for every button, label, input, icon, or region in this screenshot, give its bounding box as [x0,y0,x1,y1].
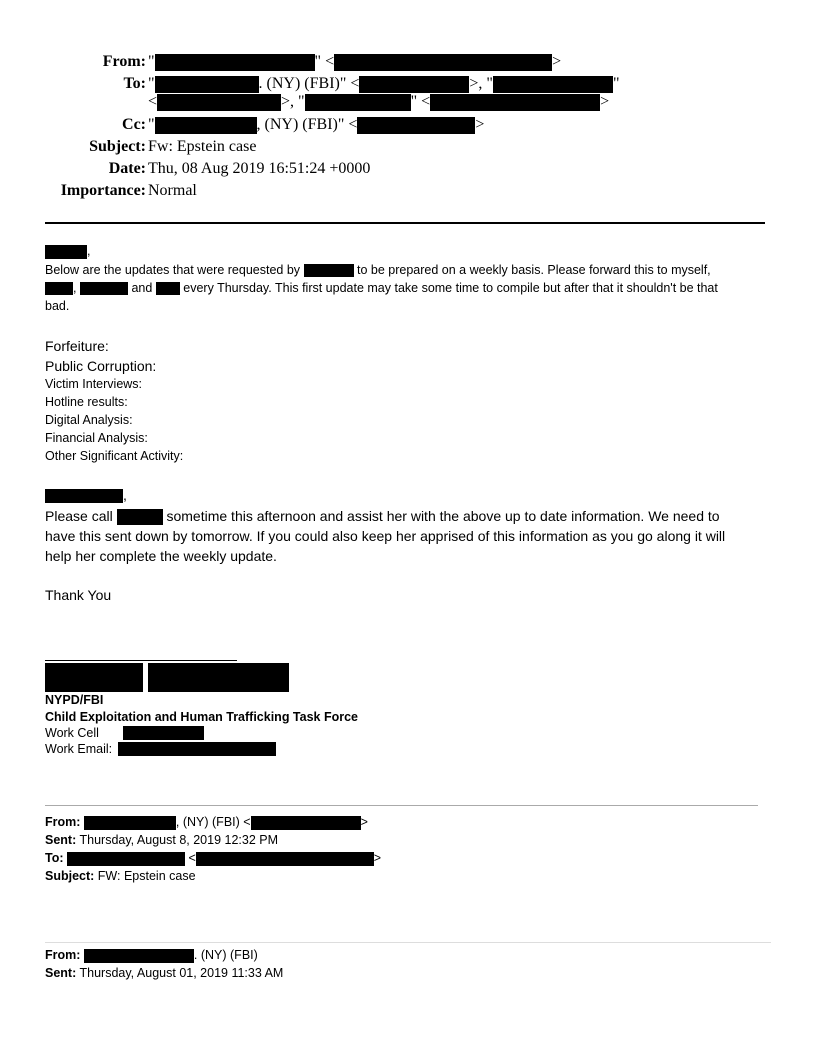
redaction-block [155,54,315,71]
fwd2-sent-value: Thursday, August 01, 2019 11:33 AM [79,966,284,980]
fwd1-from-suffix: , (NY) (FBI) < [175,815,251,829]
topic-other-activity: Other Significant Activity: [45,449,184,463]
closing-thanks: Thank You [45,587,112,603]
to-suffix: . (NY) (FBI)" < [258,75,360,92]
work-cell-label: Work Cell [45,726,99,740]
para2-line1 [45,508,720,525]
redaction-block [430,94,600,111]
redaction-block [334,54,552,71]
redaction-block [117,509,163,525]
topic-financial-analysis: Financial Analysis: [45,431,148,445]
redaction-block [45,489,123,503]
to-value-line1: " . (NY) (FBI)" < >, " " [148,75,620,92]
redaction-block [45,663,143,692]
cc-label: Cc: [122,116,146,133]
from-label: From: [102,53,146,70]
to-value-line2: < >, " " < > [148,93,610,110]
date-value: Thu, 08 Aug 2019 16:51:24 +0000 [148,160,371,177]
para1-line2: , and every Thursday. This first update may take some time to compile but after that it shouldn't be that [45,281,718,295]
redaction-block [196,852,374,866]
work-email-label: Work Email: [45,742,113,756]
fwd1-from: From: , (NY) (FBI) < > [45,815,368,829]
fwd1-to-label: To: [45,851,64,865]
signature-org: NYPD/FBI [45,693,104,707]
cc-value: " , (NY) (FBI)" < > [148,116,485,133]
para1-line1 [45,263,711,277]
fwd2-from-label: From: [45,948,81,962]
salutation-2: , [45,487,127,503]
fwd1-subject [45,869,196,883]
para2-text-b: sometime this afternoon and assist her with the above up to date information. We need to [166,508,720,524]
redaction-block [155,117,257,134]
para1-line3: bad. [45,299,70,313]
topic-public-corruption: Public Corruption: [45,358,157,374]
para1-text-c: every Thursday. This first update may take some time to compile but after that it shouldn't be that [183,281,718,295]
redaction-block [45,245,87,259]
signature-unit: Child Exploitation and Human Trafficking Task Force [45,710,359,724]
signature-line [45,660,237,661]
para2-line2: have this sent down by tomorrow. If you could also keep her apprised of this information as you go along it will [45,528,726,544]
to-label: To: [123,75,146,92]
topic-digital-analysis: Digital Analysis: [45,413,133,427]
from-value: " " < > [148,53,562,70]
fwd2-from-suffix: . (NY) (FBI) [193,948,258,962]
salutation: , [45,244,90,259]
fwd1-sent-value: Thursday, August 8, 2019 12:32 PM [79,833,279,847]
para1-text-a: Below are the updates that were requested by [45,263,301,277]
date-label: Date: [108,160,146,177]
redaction-block [148,663,289,692]
fwd1-from-label: From: [45,815,81,829]
fwd1-subject-label: Subject: [45,869,95,883]
fwd2-sent [45,966,283,980]
redaction-block [123,726,204,740]
importance-value: Normal [148,182,197,199]
fwd1-sent [45,833,278,847]
para1-and: and [131,281,153,295]
redaction-block [251,816,361,830]
topic-victim-interviews: Victim Interviews: [45,377,143,391]
redaction-block [45,282,73,295]
para2-text-a: Please call [45,508,113,524]
forward-divider-1 [45,805,758,806]
topic-forfeiture: Forfeiture: [45,338,109,354]
redaction-block [357,117,475,134]
para2-line3: help her complete the weekly update. [45,548,277,564]
redaction-block [84,949,194,963]
redaction-block [80,282,128,295]
redaction-block [305,94,411,111]
para1-text-b: to be prepared on a weekly basis. Please forward this to myself, [357,263,711,277]
fwd1-sent-label: Sent: [45,833,77,847]
redaction-block [493,76,613,93]
topic-hotline-results: Hotline results: [45,395,128,409]
subject-label: Subject: [89,138,146,155]
importance-label: Importance: [60,182,146,199]
redaction-block [304,264,354,277]
redaction-block [359,76,469,93]
forward-divider-2 [45,942,771,943]
header-divider [45,222,765,224]
fwd2-from [45,948,258,963]
fwd1-to: To: < > [45,851,382,865]
redaction-block [67,852,185,866]
redaction-block [118,742,276,756]
fwd2-sent-label: Sent: [45,966,77,980]
cc-suffix: , (NY) (FBI)" < [256,116,358,133]
subject-value: Fw: Epstein case [148,138,257,155]
redaction-block [155,76,259,93]
redaction-block [84,816,176,830]
redaction-block [157,94,281,111]
fwd1-subject-value: FW: Epstein case [97,869,196,883]
redaction-block [156,282,180,295]
